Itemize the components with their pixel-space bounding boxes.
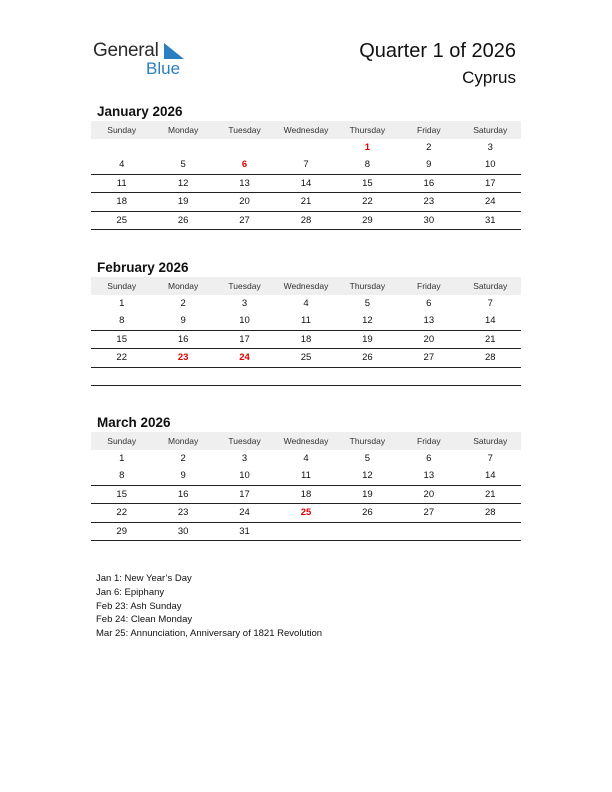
day-cell: 16 (152, 485, 213, 504)
country-name: Cyprus (462, 68, 516, 87)
day-cell: 6 (426, 298, 432, 309)
day-cell: 1 (364, 142, 371, 153)
week-row (91, 330, 521, 349)
empty-day-cell (460, 522, 521, 541)
day-cell: 10 (214, 467, 275, 485)
day-cell: 20 (214, 193, 275, 212)
day-cell: 26 (337, 349, 398, 368)
weekday-header: Friday (398, 277, 459, 295)
weekday-header: Saturday (460, 121, 521, 139)
week-row (91, 349, 521, 368)
day-cell: 14 (460, 312, 521, 330)
day-cell: 9 (152, 312, 213, 330)
day-cell: 30 (398, 211, 459, 230)
day-cell: 4 (91, 156, 152, 174)
day-cell: 21 (275, 193, 336, 212)
month-title: January 2026 (97, 104, 183, 119)
holiday-notes (96, 572, 322, 641)
weekday-header: Sunday (91, 432, 152, 450)
day-cell: 24 (460, 193, 521, 212)
day-cell: 19 (337, 330, 398, 349)
day-cell: 20 (398, 330, 459, 349)
day-cell: 11 (275, 312, 336, 330)
day-cell: 11 (91, 174, 152, 193)
week-row (91, 193, 521, 212)
weekday-header: Friday (398, 432, 459, 450)
day-cell: 6 (214, 156, 275, 174)
weekday-header: Thursday (337, 432, 398, 450)
day-cell: 13 (398, 312, 459, 330)
day-cell: 1 (119, 453, 125, 464)
day-cell: 2 (180, 453, 186, 464)
day-cell: 9 (398, 156, 459, 174)
day-cell: 8 (337, 156, 398, 174)
week-row (91, 485, 521, 504)
holiday-note: Jan 6: Epiphany (96, 586, 165, 598)
day-cell: 10 (214, 312, 275, 330)
day-cell: 1 (119, 298, 125, 309)
empty-day-cell (214, 367, 275, 386)
empty-day-cell (91, 367, 152, 386)
day-cell: 2 (426, 142, 432, 153)
day-cell: 17 (214, 485, 275, 504)
day-cell: 12 (337, 467, 398, 485)
month-february (91, 259, 521, 386)
day-cell: 25 (275, 349, 336, 368)
weekday-header: Tuesday (214, 432, 275, 450)
day-cell: 8 (91, 312, 152, 330)
day-cell: 19 (337, 485, 398, 504)
day-cell: 15 (91, 485, 152, 504)
generalblue-logo (93, 40, 193, 80)
day-cell: 28 (460, 349, 521, 368)
day-cell: 8 (91, 467, 152, 485)
empty-day-cell (275, 139, 336, 156)
holiday-note: Feb 23: Ash Sunday (96, 600, 182, 612)
weekday-header: Monday (152, 277, 213, 295)
day-cell: 5 (152, 156, 213, 174)
week-row (91, 522, 521, 541)
day-cell: 3 (241, 453, 248, 464)
day-cell: 3 (241, 298, 248, 309)
day-cell: 21 (460, 485, 521, 504)
week-row (91, 156, 521, 174)
weekday-header: Wednesday (275, 432, 336, 450)
empty-day-cell (275, 367, 336, 386)
day-cell: 18 (91, 193, 152, 212)
logo-triangle-icon (164, 43, 184, 59)
empty-day-cell (337, 367, 398, 386)
day-cell: 15 (337, 174, 398, 193)
weekday-header: Wednesday (275, 121, 336, 139)
day-cell: 10 (460, 156, 521, 174)
day-cell: 17 (214, 330, 275, 349)
weekday-header: Thursday (337, 121, 398, 139)
day-cell: 6 (426, 453, 432, 464)
holiday-note: Mar 25: Annunciation, Anniversary of 1821 Revolution (96, 628, 323, 640)
day-cell: 29 (337, 211, 398, 230)
month-january (91, 103, 521, 230)
day-cell: 2 (180, 298, 186, 309)
holiday-note: Jan 1: New Year’s Day (96, 573, 192, 584)
calendar-table (91, 432, 521, 541)
empty-day-cell (398, 522, 459, 541)
day-cell: 18 (275, 330, 336, 349)
week-row (91, 450, 521, 467)
day-cell: 4 (303, 298, 309, 309)
day-cell: 28 (460, 504, 521, 523)
day-cell: 12 (337, 312, 398, 330)
month-march (91, 414, 521, 541)
week-row (91, 139, 521, 156)
day-cell: 16 (398, 174, 459, 193)
empty-day-cell (91, 139, 152, 156)
day-cell: 25 (91, 211, 152, 230)
weekday-header: Monday (152, 432, 213, 450)
weekday-header: Sunday (91, 121, 152, 139)
day-cell: 4 (303, 453, 309, 464)
day-cell: 7 (487, 453, 493, 464)
day-cell: 7 (275, 156, 336, 174)
day-cell: 7 (487, 298, 493, 309)
logo-general-text: General (93, 40, 159, 61)
week-row (91, 295, 521, 312)
week-row (91, 467, 521, 485)
day-cell: 5 (364, 453, 371, 464)
day-cell: 17 (460, 174, 521, 193)
day-cell: 31 (460, 211, 521, 230)
day-cell: 23 (152, 349, 213, 368)
day-cell: 31 (214, 522, 275, 541)
empty-day-cell (460, 367, 521, 386)
day-cell: 16 (152, 330, 213, 349)
day-cell: 18 (275, 485, 336, 504)
week-row (91, 211, 521, 230)
day-cell: 14 (460, 467, 521, 485)
empty-day-cell (214, 139, 275, 156)
day-cell: 27 (398, 349, 459, 368)
day-cell: 26 (337, 504, 398, 523)
weekday-header: Monday (152, 121, 213, 139)
day-cell: 27 (398, 504, 459, 523)
day-cell: 19 (152, 193, 213, 212)
week-row (91, 174, 521, 193)
day-cell: 22 (337, 193, 398, 212)
day-cell: 15 (91, 330, 152, 349)
empty-day-cell (398, 367, 459, 386)
day-cell: 20 (398, 485, 459, 504)
week-row (91, 504, 521, 523)
empty-day-cell (337, 522, 398, 541)
holiday-note: Feb 24: Clean Monday (96, 614, 193, 626)
weekday-header: Sunday (91, 277, 152, 295)
weekday-header: Saturday (460, 432, 521, 450)
day-cell: 26 (152, 211, 213, 230)
day-cell: 5 (364, 298, 371, 309)
day-cell: 29 (91, 522, 152, 541)
day-cell: 27 (214, 211, 275, 230)
day-cell: 14 (275, 174, 336, 193)
day-cell: 28 (275, 211, 336, 230)
weekday-header: Friday (398, 121, 459, 139)
day-cell: 25 (275, 504, 336, 523)
day-cell: 11 (275, 467, 336, 485)
logo-blue-text: Blue (146, 59, 181, 78)
empty-day-cell (275, 522, 336, 541)
week-row (91, 312, 521, 330)
weekday-header: Thursday (337, 277, 398, 295)
calendar-table (91, 121, 521, 230)
day-cell: 22 (91, 349, 152, 368)
day-cell: 23 (152, 504, 213, 523)
empty-day-cell (152, 367, 213, 386)
day-cell: 30 (152, 522, 213, 541)
weekday-header: Tuesday (214, 277, 275, 295)
page-title: Quarter 1 of 2026 (359, 40, 516, 62)
week-row (91, 367, 521, 386)
day-cell: 13 (214, 174, 275, 193)
day-cell: 13 (398, 467, 459, 485)
weekday-header: Saturday (460, 277, 521, 295)
empty-day-cell (152, 139, 213, 156)
day-cell: 12 (152, 174, 213, 193)
day-cell: 9 (152, 467, 213, 485)
weekday-header: Wednesday (275, 277, 336, 295)
day-cell: 3 (487, 142, 493, 153)
calendar-table (91, 277, 521, 386)
month-title: March 2026 (97, 415, 171, 430)
weekday-header: Tuesday (214, 121, 275, 139)
day-cell: 24 (214, 504, 275, 523)
day-cell: 21 (460, 330, 521, 349)
day-cell: 24 (214, 349, 275, 368)
day-cell: 23 (398, 193, 459, 212)
day-cell: 22 (91, 504, 152, 523)
month-title: February 2026 (97, 260, 189, 275)
